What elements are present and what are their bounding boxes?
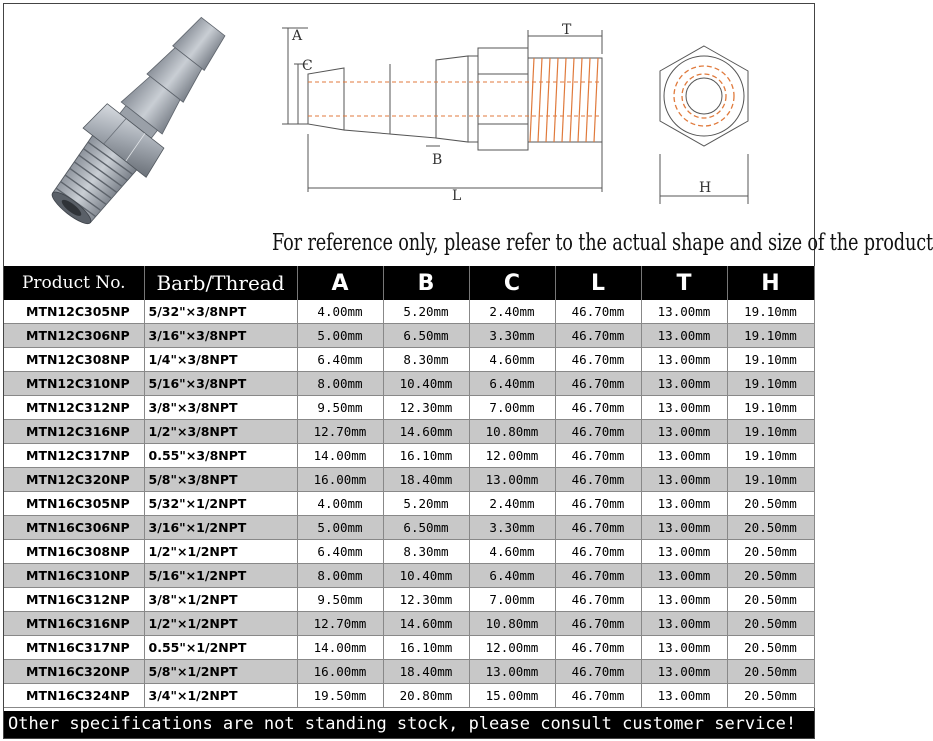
cell-a: 19.50mm: [297, 684, 383, 708]
cell-barb-thread: 1/2"×1/2NPT: [144, 612, 297, 636]
cell-h: 19.10mm: [727, 324, 814, 348]
cell-product-no: MTN12C312NP: [4, 396, 144, 420]
cell-c: 6.40mm: [469, 564, 555, 588]
cell-barb-thread: 5/8"×1/2NPT: [144, 660, 297, 684]
table-row: [4, 660, 814, 684]
cell-product-no: MTN12C308NP: [4, 348, 144, 372]
cell-barb-thread: 5/16"×3/8NPT: [144, 372, 297, 396]
cell-barb-thread: 3/8"×3/8NPT: [144, 396, 297, 420]
cell-c: 12.00mm: [469, 636, 555, 660]
cell-l: 46.70mm: [555, 396, 641, 420]
cell-barb-thread: 3/4"×1/2NPT: [144, 684, 297, 708]
cell-b: 8.30mm: [383, 348, 469, 372]
cell-l: 46.70mm: [555, 324, 641, 348]
cell-product-no: MTN12C306NP: [4, 324, 144, 348]
label-a: A: [292, 28, 303, 44]
cell-b: 8.30mm: [383, 540, 469, 564]
label-h: H: [699, 180, 712, 196]
cell-a: 9.50mm: [297, 396, 383, 420]
cell-h: 19.10mm: [727, 396, 814, 420]
cell-a: 16.00mm: [297, 468, 383, 492]
cell-t: 13.00mm: [641, 684, 727, 708]
cell-product-no: MTN16C312NP: [4, 588, 144, 612]
footer-notice: Other specifications are not standing stock, please consult customer service!: [4, 711, 814, 738]
cell-t: 13.00mm: [641, 516, 727, 540]
cell-a: 14.00mm: [297, 444, 383, 468]
cell-product-no: MTN16C320NP: [4, 660, 144, 684]
label-b: B: [432, 152, 443, 168]
cell-c: 4.60mm: [469, 540, 555, 564]
cell-b: 6.50mm: [383, 516, 469, 540]
cell-l: 46.70mm: [555, 444, 641, 468]
cell-l: 46.70mm: [555, 420, 641, 444]
label-t: T: [562, 22, 572, 38]
cell-a: 12.70mm: [297, 612, 383, 636]
cell-h: 20.50mm: [727, 660, 814, 684]
cell-l: 46.70mm: [555, 516, 641, 540]
cell-l: 46.70mm: [555, 300, 641, 324]
product-spec-sheet: [3, 3, 933, 739]
cell-c: 3.30mm: [469, 324, 555, 348]
cell-c: 13.00mm: [469, 468, 555, 492]
cell-l: 46.70mm: [555, 468, 641, 492]
cell-l: 46.70mm: [555, 564, 641, 588]
cell-product-no: MTN16C317NP: [4, 636, 144, 660]
table-row: [4, 300, 814, 324]
table-row: [4, 564, 814, 588]
cell-l: 46.70mm: [555, 660, 641, 684]
cell-l: 46.70mm: [555, 588, 641, 612]
cell-h: 19.10mm: [727, 468, 814, 492]
cell-product-no: MTN12C305NP: [4, 300, 144, 324]
cell-barb-thread: 5/16"×1/2NPT: [144, 564, 297, 588]
table-row: [4, 684, 814, 708]
cell-b: 20.80mm: [383, 684, 469, 708]
fitting-photo: [10, 8, 250, 258]
cell-h: 20.50mm: [727, 612, 814, 636]
cell-c: 3.30mm: [469, 516, 555, 540]
col-header-b: B: [383, 266, 469, 300]
cell-a: 6.40mm: [297, 540, 383, 564]
col-header-a: A: [297, 266, 383, 300]
table-row: [4, 348, 814, 372]
cell-b: 5.20mm: [383, 300, 469, 324]
cell-b: 16.10mm: [383, 636, 469, 660]
spec-table: [4, 266, 815, 708]
cell-c: 7.00mm: [469, 396, 555, 420]
cell-h: 19.10mm: [727, 420, 814, 444]
cell-c: 4.60mm: [469, 348, 555, 372]
label-l: L: [452, 188, 462, 204]
cell-t: 13.00mm: [641, 588, 727, 612]
cell-product-no: MTN16C310NP: [4, 564, 144, 588]
cell-b: 12.30mm: [383, 396, 469, 420]
cell-b: 14.60mm: [383, 612, 469, 636]
cell-t: 13.00mm: [641, 300, 727, 324]
cell-t: 13.00mm: [641, 636, 727, 660]
cell-barb-thread: 1/2"×3/8NPT: [144, 420, 297, 444]
cell-product-no: MTN12C316NP: [4, 420, 144, 444]
cell-a: 5.00mm: [297, 324, 383, 348]
col-header-h: H: [727, 266, 814, 300]
cell-a: 4.00mm: [297, 300, 383, 324]
spec-table-body: [4, 300, 814, 708]
cell-product-no: MTN16C305NP: [4, 492, 144, 516]
cell-t: 13.00mm: [641, 492, 727, 516]
table-row: [4, 396, 814, 420]
cell-c: 12.00mm: [469, 444, 555, 468]
cell-h: 20.50mm: [727, 492, 814, 516]
cell-h: 20.50mm: [727, 684, 814, 708]
cell-h: 20.50mm: [727, 564, 814, 588]
cell-product-no: MTN16C324NP: [4, 684, 144, 708]
cell-t: 13.00mm: [641, 660, 727, 684]
cell-t: 13.00mm: [641, 324, 727, 348]
cell-l: 46.70mm: [555, 612, 641, 636]
cell-l: 46.70mm: [555, 636, 641, 660]
cell-c: 7.00mm: [469, 588, 555, 612]
cell-c: 6.40mm: [469, 372, 555, 396]
cell-t: 13.00mm: [641, 444, 727, 468]
cell-b: 18.40mm: [383, 468, 469, 492]
cell-b: 18.40mm: [383, 660, 469, 684]
cell-c: 15.00mm: [469, 684, 555, 708]
cell-barb-thread: 5/8"×3/8NPT: [144, 468, 297, 492]
cell-t: 13.00mm: [641, 564, 727, 588]
col-header-barb-thread: Barb/Thread: [144, 266, 297, 300]
cell-b: 6.50mm: [383, 324, 469, 348]
table-row: [4, 612, 814, 636]
table-row: [4, 516, 814, 540]
cell-h: 19.10mm: [727, 444, 814, 468]
cell-a: 12.70mm: [297, 420, 383, 444]
cell-c: 13.00mm: [469, 660, 555, 684]
cell-barb-thread: 3/16"×3/8NPT: [144, 324, 297, 348]
cell-a: 9.50mm: [297, 588, 383, 612]
reference-disclaimer: For reference only, please refer to the actual shape and size of the product: [272, 230, 933, 256]
cell-l: 46.70mm: [555, 540, 641, 564]
cell-h: 19.10mm: [727, 300, 814, 324]
cell-a: 8.00mm: [297, 372, 383, 396]
col-header-product-no: Product No.: [4, 266, 144, 300]
cell-a: 4.00mm: [297, 492, 383, 516]
cell-barb-thread: 5/32"×3/8NPT: [144, 300, 297, 324]
table-row: [4, 636, 814, 660]
cell-b: 12.30mm: [383, 588, 469, 612]
cell-barb-thread: 1/2"×1/2NPT: [144, 540, 297, 564]
cell-product-no: MTN16C306NP: [4, 516, 144, 540]
cell-h: 20.50mm: [727, 636, 814, 660]
cell-h: 19.10mm: [727, 348, 814, 372]
cell-h: 19.10mm: [727, 372, 814, 396]
side-view-drawing: [272, 24, 630, 214]
cell-t: 13.00mm: [641, 540, 727, 564]
table-row: [4, 588, 814, 612]
cell-a: 16.00mm: [297, 660, 383, 684]
col-header-c: C: [469, 266, 555, 300]
cell-b: 10.40mm: [383, 564, 469, 588]
table-row: [4, 540, 814, 564]
cell-b: 14.60mm: [383, 420, 469, 444]
table-header-row: [4, 266, 814, 300]
cell-h: 20.50mm: [727, 588, 814, 612]
cell-c: 2.40mm: [469, 492, 555, 516]
cell-b: 10.40mm: [383, 372, 469, 396]
col-header-l: L: [555, 266, 641, 300]
product-illustration-area: [4, 4, 933, 266]
cell-a: 5.00mm: [297, 516, 383, 540]
cell-product-no: MTN12C317NP: [4, 444, 144, 468]
cell-t: 13.00mm: [641, 348, 727, 372]
cell-t: 13.00mm: [641, 372, 727, 396]
cell-product-no: MTN16C316NP: [4, 612, 144, 636]
label-c: C: [302, 58, 313, 74]
cell-barb-thread: 3/8"×1/2NPT: [144, 588, 297, 612]
table-row: [4, 444, 814, 468]
table-row: [4, 468, 814, 492]
cell-t: 13.00mm: [641, 468, 727, 492]
cell-barb-thread: 0.55"×3/8NPT: [144, 444, 297, 468]
cell-l: 46.70mm: [555, 684, 641, 708]
cell-c: 10.80mm: [469, 612, 555, 636]
table-row: [4, 372, 814, 396]
cell-a: 8.00mm: [297, 564, 383, 588]
cell-t: 13.00mm: [641, 420, 727, 444]
cell-product-no: MTN12C320NP: [4, 468, 144, 492]
cell-product-no: MTN16C308NP: [4, 540, 144, 564]
cell-barb-thread: 5/32"×1/2NPT: [144, 492, 297, 516]
table-row: [4, 420, 814, 444]
cell-product-no: MTN12C310NP: [4, 372, 144, 396]
table-row: [4, 324, 814, 348]
col-header-t: T: [641, 266, 727, 300]
cell-l: 46.70mm: [555, 348, 641, 372]
cell-l: 46.70mm: [555, 372, 641, 396]
cell-h: 20.50mm: [727, 516, 814, 540]
cell-c: 10.80mm: [469, 420, 555, 444]
cell-b: 16.10mm: [383, 444, 469, 468]
cell-a: 14.00mm: [297, 636, 383, 660]
cell-t: 13.00mm: [641, 396, 727, 420]
end-view-drawing: [644, 34, 764, 214]
cell-a: 6.40mm: [297, 348, 383, 372]
cell-barb-thread: 0.55"×1/2NPT: [144, 636, 297, 660]
cell-barb-thread: 3/16"×1/2NPT: [144, 516, 297, 540]
cell-l: 46.70mm: [555, 492, 641, 516]
cell-t: 13.00mm: [641, 612, 727, 636]
cell-b: 5.20mm: [383, 492, 469, 516]
table-row: [4, 492, 814, 516]
cell-h: 20.50mm: [727, 540, 814, 564]
cell-c: 2.40mm: [469, 300, 555, 324]
cell-barb-thread: 1/4"×3/8NPT: [144, 348, 297, 372]
